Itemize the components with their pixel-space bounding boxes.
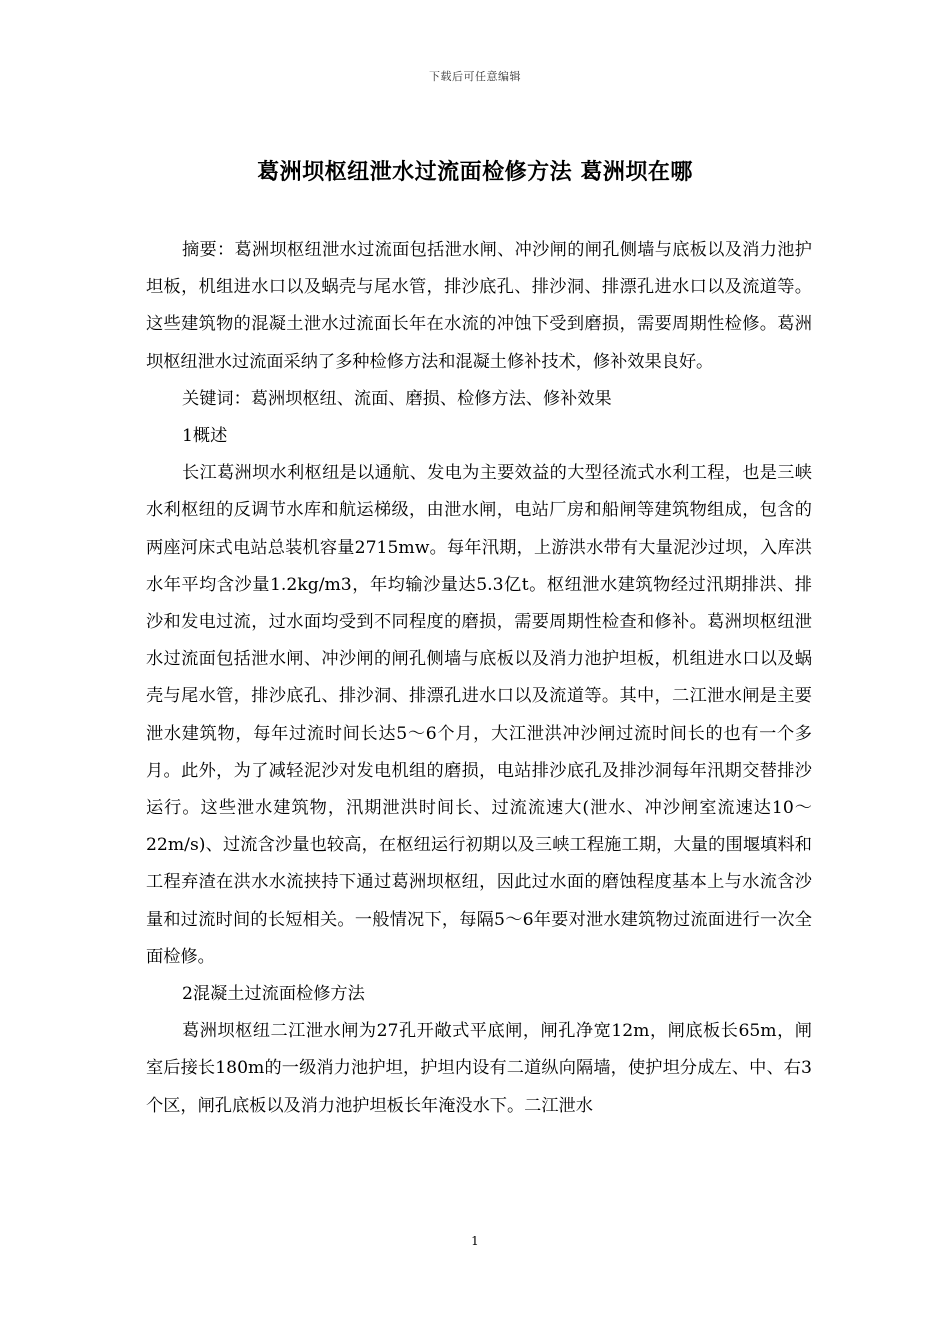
document-title: 葛洲坝枢纽泄水过流面检修方法 葛洲坝在哪: [257, 160, 693, 185]
document-body: [146, 232, 812, 1125]
overview-paragraph: 长江葛洲坝水利枢纽是以通航、发电为主要效益的大型径流式水利工程，也是三峡水利枢纽的反调节水库和航运梯级，由泄水闸，电站厂房和船闸等建筑物组成，包含的两座河床式电站总装机容量2715mw。每年汛期，上游洪水带有大量泥沙过坝，入库洪水年平均含沙量1.2kg/m3，年均输沙量达5.3亿t。枢纽泄水建筑物经过汛期排洪、排沙和发电过流，过水面均受到不同程度的磨损，需要周期性检查和修补。葛洲坝枢纽泄水过流面包括泄水闸、冲沙闸的闸孔侧墙与底板以及消力池护坦板，机组进水口以及蜗壳与尾水管，排沙底孔、排沙洞、排漂孔进水口以及流道等。其中，二江泄水闸是主要泄水建筑物，每年过流时间长达5～6个月，大江泄洪冲沙闸过流时间长的也有一个多月。此外，为了减轻泥沙对发电机组的磨损，电站排沙底孔及排沙洞每年汛期交替排沙运行。这些泄水建筑物，汛期泄洪时间长、过流流速大(泄水、冲沙闸室流速达10～22m/s)、过流含沙量也较高，在枢纽运行初期以及三峡工程施工期，大量的围堰填料和工程弃渣在洪水水流挟持下通过葛洲坝枢纽，因此过水面的磨蚀程度基本上与水流含沙量和过流时间的长短相关。一般情况下，每隔5～6年要对泄水建筑物过流面进行一次全面检修。: [146, 463, 812, 967]
repair-methods-paragraph: 葛洲坝枢纽二江泄水闸为27孔开敞式平底闸，闸孔净宽12m，闸底板长65m，闸室后接长180m的一级消力池护坦，护坦内设有二道纵向隔墙，使护坦分成左、中、右3个区，闸孔底板以及消力池护坦板长年淹没水下。二江泄水: [146, 1021, 812, 1116]
page-number: 1: [471, 1234, 479, 1248]
section-heading-repair-methods: 2混凝土过流面检修方法: [182, 984, 365, 1005]
header-note: 下载后可任意编辑: [429, 70, 521, 83]
keywords-paragraph: 关键词：葛洲坝枢纽、流面、磨损、检修方法、修补效果: [182, 388, 612, 409]
abstract-paragraph: 摘要：葛洲坝枢纽泄水过流面包括泄水闸、冲沙闸的闸孔侧墙与底板以及消力池护坦板，机组进水口以及蜗壳与尾水管，排沙底孔、排沙洞、排漂孔进水口以及流道等。这些建筑物的混凝土泄水过流面长年在水流的冲蚀下受到磨损，需要周期性检修。葛洲坝枢纽泄水过流面采纳了多种检修方法和混凝土修补技术，修补效果良好。: [146, 240, 812, 372]
section-heading-overview: 1概述: [182, 426, 228, 447]
